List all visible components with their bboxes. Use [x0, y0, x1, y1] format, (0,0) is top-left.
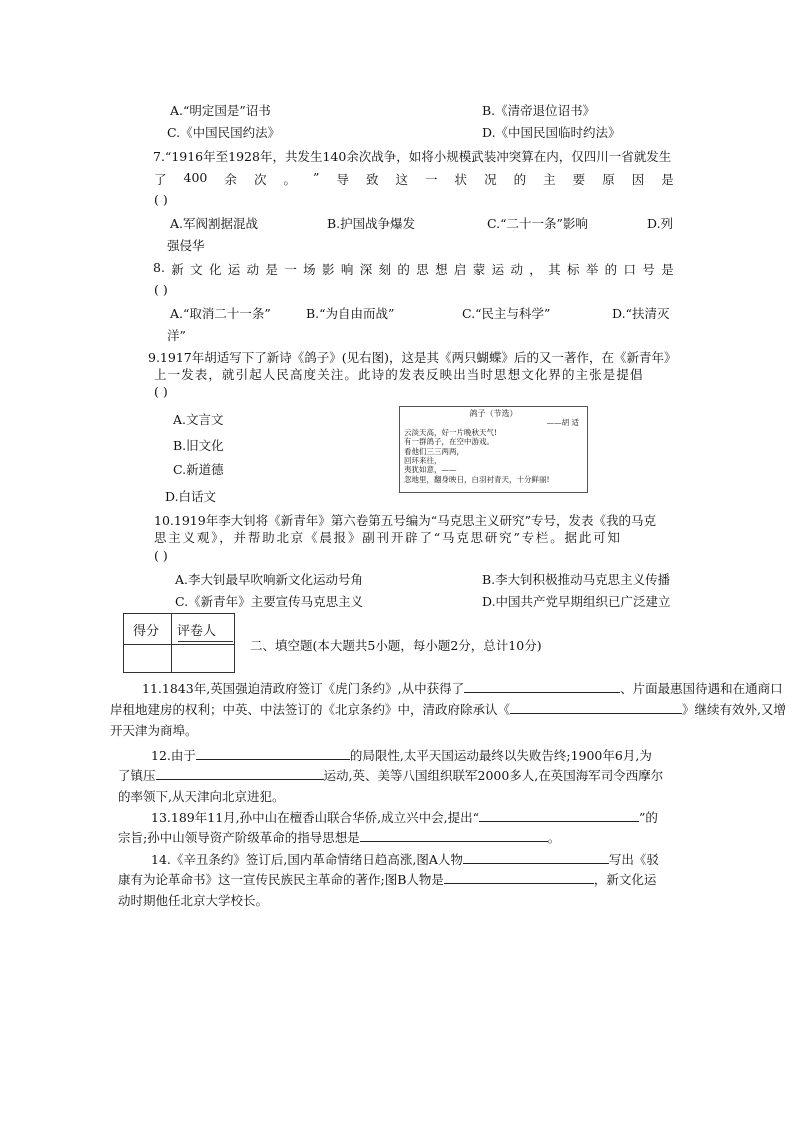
q7-stem-word: 余: [224, 172, 237, 187]
q8-stem-word: 号: [642, 262, 655, 277]
q11-blank-2[interactable]: [510, 700, 682, 714]
q14-text: 写出《驳: [608, 852, 659, 867]
q7-stem-line2: [154, 170, 674, 188]
q8-stem-word: 刻: [378, 262, 392, 277]
q9-answer-paren: ( ): [154, 384, 168, 399]
q12-blank-1[interactable]: [196, 746, 350, 760]
q7-stem-word: 况: [484, 172, 497, 187]
q8-stem-word: 其: [548, 262, 561, 277]
q8-stem-word: 化: [208, 262, 222, 277]
q8-option-d: D.“扶清灭: [612, 306, 670, 321]
q8-stem-word: 举: [585, 262, 599, 277]
q11-blank-1[interactable]: [464, 679, 620, 693]
q12-blank-2[interactable]: [156, 766, 324, 780]
poem-title: 鸽子（节选）: [469, 409, 518, 418]
q12-text: 的局限性,太平天国运动最终以失败告终;1900年6月,为: [349, 748, 652, 763]
q10-option-a: A.李大钊最早吹响新文化运动号角: [175, 572, 364, 587]
score-table: [123, 613, 235, 673]
q8-option-a: A.“取消二十一条”: [170, 306, 271, 321]
q8-stem-word: 启: [453, 262, 467, 277]
q12-text: 12.由于: [151, 748, 196, 763]
q11-text: 、片面最惠国待遇和在通商口: [620, 681, 783, 696]
q8-stem-word: 想: [435, 262, 448, 277]
q8-answer-paren: ( ): [154, 282, 168, 297]
q7-stem-word: 致: [365, 172, 379, 187]
q8-stem-word: 动: [246, 262, 260, 277]
q14-text: ，新文化运: [593, 872, 657, 887]
q7-option-d-cont: 强侵华: [167, 238, 205, 253]
q9-option-a: A.文言文: [173, 412, 224, 427]
q7-stem-word: 400: [183, 170, 208, 185]
q8-stem-word: 场: [303, 262, 316, 277]
q13-text: 。: [547, 830, 561, 845]
poem-line: 夷犹如意，——: [404, 465, 457, 475]
q9-stem-line1: 9.1917年胡适写下了新诗《鸽子》(见右图)，这是其《两只蝴蝶》后的又一著作，在《新青年》: [148, 350, 677, 365]
q14-blank-1[interactable]: [463, 850, 609, 864]
q7-stem-word: 。: [283, 172, 296, 187]
q13-blank-1[interactable]: [479, 808, 639, 822]
q8-option-c: C.“民主与科学”: [462, 306, 551, 321]
q7-option-a: A.军阀割据混战: [170, 216, 259, 231]
q11-line3: 开天津为商埠。: [110, 723, 198, 738]
q11-text: 11.1843年,英国强迫清政府签订《虎门条约》,从中获得了: [142, 681, 465, 696]
score-label: 得分: [133, 624, 160, 639]
poem-line: 忽地里，翻身映日，白羽衬青天，十分鲜丽!: [404, 474, 550, 484]
q7-stem-line1: 7.“1916年至1928年，共发生140余次战争，如将小规模武装冲突算在内，仅四川一省就发生: [153, 149, 672, 164]
q7-answer-paren: ( ): [154, 192, 168, 207]
poem-line: 回环来往，: [404, 456, 442, 466]
q7-stem-word: 次: [253, 172, 267, 187]
q9-option-d: D.白话文: [165, 489, 217, 504]
q11-text: 岸租地建房的权利；中英、中法签订的《北京条约》中，清政府除承认《: [110, 702, 511, 717]
q7-stem-word: ”: [313, 170, 320, 185]
q6-option-c: C.《中国民国约法》: [167, 125, 281, 140]
grader-label: 评卷人: [177, 624, 217, 639]
poem-line: 看他们三三两两，: [404, 446, 464, 456]
q6-option-d: D.《中国民国临时约法》: [482, 125, 621, 140]
q7-stem-word: 主: [543, 172, 556, 187]
q8-stem-word: 运: [227, 262, 241, 277]
q8-stem-word: 运: [491, 262, 505, 277]
q12-line3: 的率领下,从天津向北京进犯。: [118, 789, 285, 804]
section2-heading: 二、填空题(本大题共5小题，每小题2分，总计10分): [250, 638, 542, 653]
q7-stem-word: 要: [572, 172, 586, 187]
q8-stem-word: 一: [284, 262, 297, 277]
q10-stem-line2: 思主义观》，并帮助北京《晨报》副刊开辟了“马克思研究”专栏。据此可知: [154, 530, 622, 545]
q7-option-c: C.“二十一条”影响: [487, 216, 588, 231]
q6-option-b: B.《清帝退位诏书》: [482, 103, 596, 118]
q11-text: 》继续有效外,又增: [682, 702, 786, 717]
q8-option-d-cont: 洋”: [167, 328, 186, 343]
q7-stem-word: 状: [454, 172, 468, 187]
q10-stem-line1: 10.1919年李大钊将《新青年》第六卷第五号编为“马克思主义研究”专号，发表《我的马克: [154, 513, 656, 528]
q11-line1: [142, 679, 783, 697]
q10-answer-paren: ( ): [154, 548, 168, 563]
q12-line2: [118, 766, 663, 784]
q7-stem-word: 因: [631, 172, 645, 187]
q7-stem-word: 这: [395, 172, 408, 187]
q14-line1: [151, 850, 659, 868]
q14-text: 康有为论革命书》这一宣传民族民主革命的著作;图B人物是: [118, 872, 444, 887]
q8-stem-word: 8.: [153, 260, 165, 275]
q9-stem-line2: 上一发表，就引起人民高度关注。此诗的发表反映出当时思想文化界的主张是提倡: [154, 367, 644, 382]
q8-stem-word: 是: [661, 262, 674, 277]
q9-option-b: B.旧文化: [173, 438, 224, 453]
q8-stem-word: 的: [397, 262, 410, 277]
q13-text: 宗旨;孙中山领导资产阶级革命的指导思想是: [118, 830, 360, 845]
q8-stem-word: 蒙: [472, 262, 486, 277]
q8-option-b: B.“为自由而战”: [306, 306, 395, 321]
q8-stem-word: 深: [359, 262, 373, 277]
q8-stem-word: 标: [566, 262, 580, 277]
q13-blank-2[interactable]: [360, 828, 548, 842]
q13-text: ”的: [638, 810, 658, 825]
q7-stem-word: 一: [425, 172, 438, 187]
q12-line1: [151, 746, 652, 764]
q10-option-c: C.《新青年》主要宣传马克思主义: [175, 594, 364, 609]
q7-stem-word: 的: [513, 172, 527, 187]
q12-text: 运动,英、美等八国组织联军2000多人,在英国海军司令西摩尔: [323, 768, 664, 783]
q8-stem-word: 文: [190, 262, 203, 277]
poem-line: 云淡天高，好一片晚秋天气!: [404, 427, 498, 437]
q7-stem-word: 导: [336, 172, 349, 187]
q8-stem-word: 影: [322, 262, 335, 277]
q8-stem-line1: [153, 260, 674, 278]
q10-option-b: B.李大钊积极推动马克思主义传播: [482, 572, 671, 587]
q13-text: 13.189年11月,孙中山在檀香山联合华侨,成立兴中会,提出“: [151, 810, 479, 825]
q14-blank-2[interactable]: [444, 870, 594, 884]
q7-option-b: B.护国战争爆发: [327, 216, 416, 231]
q14-line2: [118, 870, 656, 888]
q12-text: 了镇压: [118, 768, 156, 783]
q8-stem-word: 新: [171, 262, 184, 277]
q7-stem-word: 了: [154, 172, 167, 187]
poem-figure: [399, 406, 588, 493]
poem-author: ——胡 适: [546, 418, 579, 428]
q13-line1: [151, 808, 658, 826]
q7-stem-word: 原: [602, 172, 615, 187]
q8-stem-word: 思: [416, 262, 429, 277]
q6-option-a: A.“明定国是”诏书: [170, 103, 271, 118]
q8-stem-word: 是: [265, 262, 278, 277]
q8-stem-word: ，: [529, 262, 542, 277]
q8-stem-word: 响: [340, 262, 354, 277]
q8-stem-word: 的: [604, 262, 618, 277]
q8-stem-word: 动: [510, 262, 523, 277]
q8-stem-word: 口: [623, 262, 637, 277]
q14-text: 14.《辛丑条约》签订后,国内革命情绪日趋高涨,图A人物: [151, 852, 463, 867]
q13-line2: [118, 828, 560, 846]
q9-option-c: C.新道德: [173, 462, 224, 477]
q10-option-d: D.中国共产党早期组织已广泛建立: [482, 594, 671, 609]
q7-stem-word: 是: [661, 172, 674, 187]
q11-line2: [110, 700, 786, 718]
poem-line: 有一群鸽子，在空中游戏。: [404, 437, 494, 447]
q14-line3: 动时期他任北京大学校长。: [118, 893, 269, 908]
q7-option-d: D.列: [647, 216, 674, 231]
